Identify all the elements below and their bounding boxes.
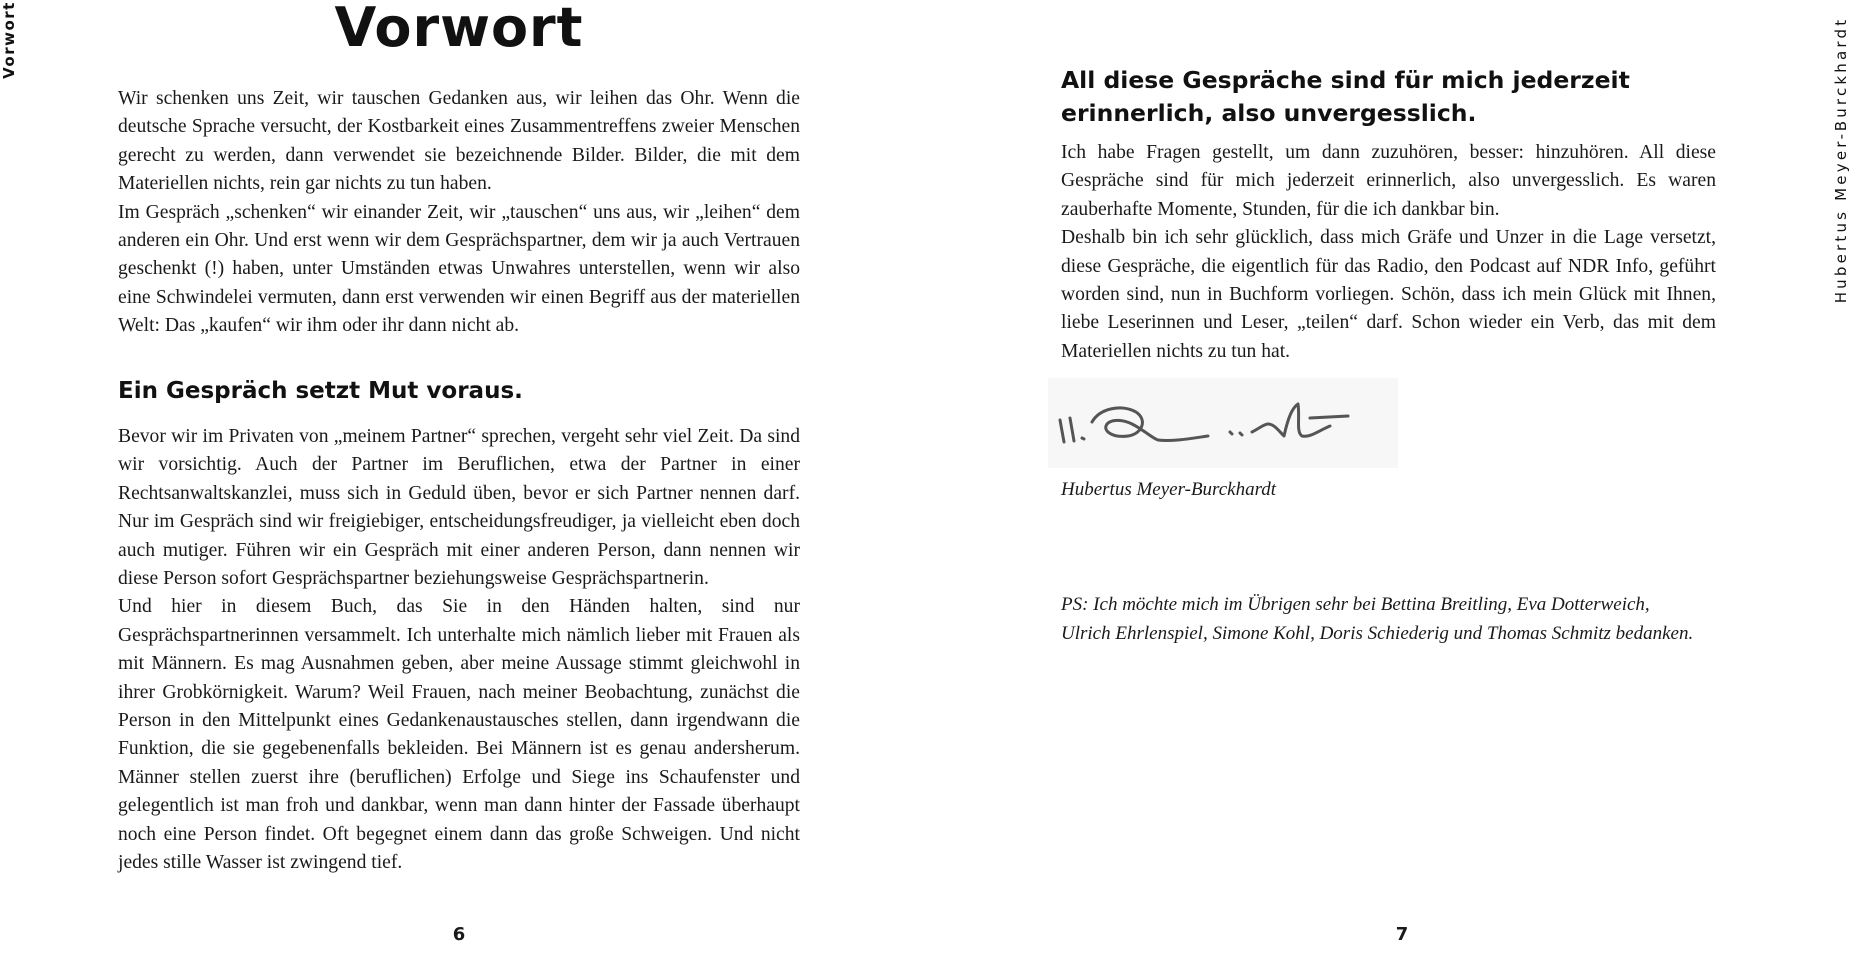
intro-paragraph: Wir schenken uns Zeit, wir tauschen Gedanken aus, wir leihen das Ohr. Wenn die deutsche Sprache versucht, der Kostbarkeit eines Zusammentreffens zweier Menschen gerecht zu werden, dann verwendet sie bezeichnende Bilder. Bilder, die mit dem Materiellen nichts, rein gar nichts zu tun haben. xyxy=(118,88,800,195)
signature-strokes xyxy=(1060,404,1348,442)
section-paragraph: Bevor wir im Privaten von „meinem Partner“ sprechen, vergeht sehr viel Zeit. Da sind wir vorsichtig. Auch der Partner im Beruflichen, etwa der Partner in einer Rechtsanwaltskanzlei, muss sich in Geduld üben, bevor er sich Partner nennen darf. Nur im Gespräch sind wir freigiebiger, entscheidungsfreudiger, ja vielleicht eben doch auch mutiger. Führen wir ein Gespräch mit einer anderen Person, dann nennen wir diese Person sofort Gesprächspartner beziehungsweise Gesprächspartnerin. xyxy=(118,426,800,590)
postscript xyxy=(1061,591,1741,648)
right-body-text xyxy=(1061,139,1716,366)
running-head-left xyxy=(0,0,18,90)
intro-text xyxy=(118,85,800,341)
page-number-left: 6 xyxy=(452,924,466,945)
postscript-line: PS: Ich möchte mich im Übrigen sehr bei Bettina Breitling, Eva Dotterweich, xyxy=(1061,594,1650,615)
page-title: Vorwort xyxy=(334,0,584,59)
section-paragraph: Und hier in diesem Buch, das Sie in den Händen halten, sind nur Gesprächspartnerinnen versammelt. Ich unterhalte mich nämlich lieber mit Frauen als mit Männern. Es mag Ausnahmen geben, aber meine Aussage stimmt gleichwohl in ihrer Grobkörnigkeit. Warum? Weil Frauen, nach meiner Beobachtung, zunächst die Person in den Mittelpunkt eines Gedankenaustausches stellen, dann irgendwann die Funktion, die sie gegebenenfalls bekleiden. Bei Männern ist es genau andersherum. Männer stellen zuerst ihre (beruflichen) Erfolge und Siege ins Schaufenster und gelegentlich ist man froh und dankbar, wenn man dann hinter der Fassade überhaupt noch eine Person findet. Oft begegnet einem dann das große Schweigen. Und nicht jedes stille Wasser ist zwingend tief. xyxy=(118,596,800,874)
right-page xyxy=(928,0,1856,976)
handwritten-signature xyxy=(1048,378,1398,468)
running-head-left-text: Vorwort xyxy=(0,1,18,79)
page-number-right: 7 xyxy=(1395,924,1409,945)
section-heading: Ein Gespräch setzt Mut voraus. xyxy=(118,378,523,404)
pull-quote-heading: All diese Gespräche sind für mich jederzeit erinnerlich, also unvergesslich. xyxy=(1061,66,1630,127)
signer-name: Hubertus Meyer-Burckhardt xyxy=(1061,479,1277,500)
right-paragraph: Deshalb bin ich sehr glücklich, dass mich Gräfe und Unzer in die Lage versetzt, diese Gespräche, die eigentlich für das Radio, den Podcast auf NDR Info, geführt worden sind, nun in Buchform vorliegen. Schön, dass ich mein Glück mit Ihnen, liebe Leserinnen und Leser, „teilen“ darf. Schon wieder ein Verb, das mit dem Materiellen nichts zu tun hat. xyxy=(1061,227,1716,362)
section-text xyxy=(118,423,800,878)
right-paragraph: Ich habe Fragen gestellt, um dann zuzuhören, besser: hinzuhören. All diese Gespräche sind für mich jederzeit erinnerlich, also unvergesslich. Es waren zauberhafte Momente, Stunden, für die ich dankbar bin. xyxy=(1061,142,1716,220)
intro-paragraph: Im Gespräch „schenken“ wir einander Zeit, wir „tauschen“ uns aus, wir „leihen“ dem anderen ein Ohr. Und erst wenn wir dem Gesprächspartner, dem wir ja auch Vertrauen geschenkt (!) haben, unter Umständen etwas Unwahres unterstellen, wenn wir also eine Schwindelei vermuten, dann erst verwenden wir einen Begriff aus der materiellen Welt: Das „kaufen“ wir ihm oder ihr dann nicht ab. xyxy=(118,201,800,337)
postscript-line: Ulrich Ehrlenspiel, Simone Kohl, Doris Schiederig und Thomas Schmitz bedanken. xyxy=(1061,622,1694,644)
signature-drawing xyxy=(1048,378,1398,468)
running-head-right xyxy=(1826,0,1856,320)
running-head-right-text: Hubertus Meyer-Burckhardt xyxy=(1832,16,1850,304)
